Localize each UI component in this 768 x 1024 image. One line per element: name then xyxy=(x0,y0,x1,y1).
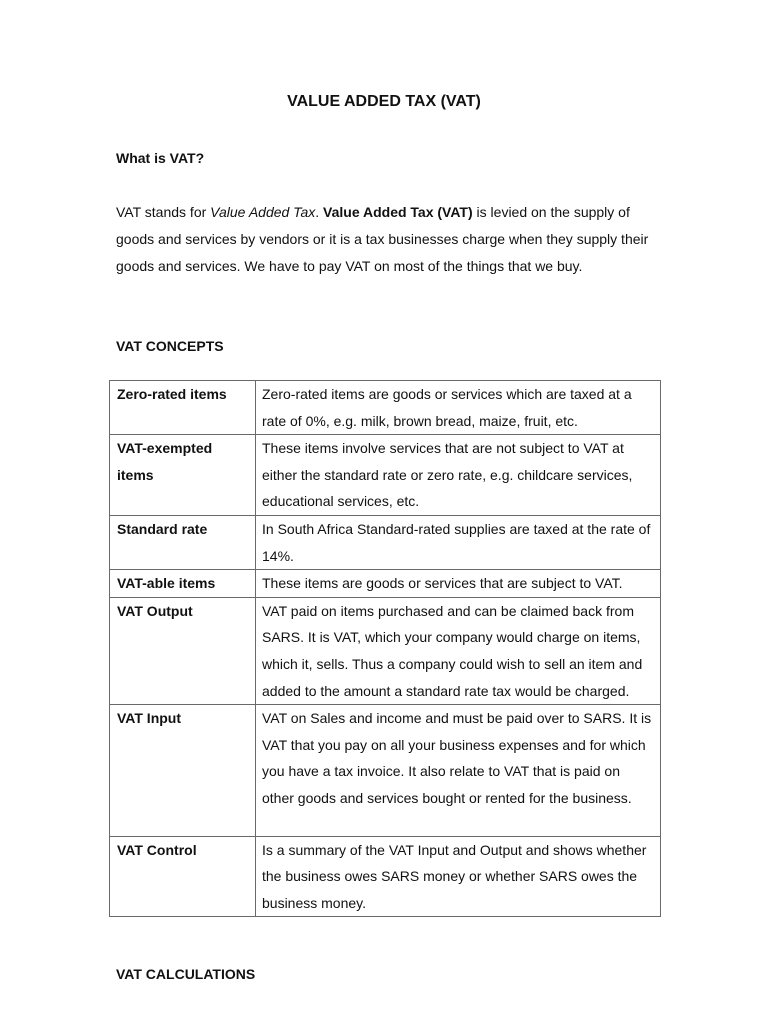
table-row xyxy=(110,705,661,836)
table-row xyxy=(110,435,661,516)
vat-calculations-heading: VAT CALCULATIONS xyxy=(116,966,256,982)
term-cell: VAT-exempted items xyxy=(110,435,256,516)
intro-text-mid: . xyxy=(315,204,324,220)
term-cell: VAT Control xyxy=(110,836,256,917)
definition-cell: These items are goods or services that are subject to VAT. xyxy=(256,570,661,598)
definition-cell: Zero-rated items are goods or services which are taxed at a rate of 0%, e.g. milk, brown bread, maize, fruit, etc. xyxy=(256,381,661,435)
intro-bold-term: Value Added Tax (VAT) xyxy=(323,204,473,220)
table-row xyxy=(110,836,661,917)
vat-concepts-heading: VAT CONCEPTS xyxy=(116,338,224,354)
definition-cell: VAT on Sales and income and must be paid over to SARS. It is VAT that you pay on all your business expenses and for which you have a tax invoice. It also relate to VAT that is paid on other goods and services bought or rented for the business. xyxy=(256,705,661,836)
table-row xyxy=(110,381,661,435)
term-cell: Standard rate xyxy=(110,515,256,569)
term-cell: VAT-able items xyxy=(110,570,256,598)
table-row xyxy=(110,570,661,598)
what-is-vat-heading: What is VAT? xyxy=(116,150,205,166)
table-row xyxy=(110,597,661,704)
intro-italic-term: Value Added Tax xyxy=(210,204,316,220)
what-is-vat-paragraph xyxy=(116,199,656,280)
intro-text-end: is levied on the supply of goods and services by vendors or it is a tax businesses charge when they supply their goods and services. We have to pay VAT on most of the things that we buy. xyxy=(116,204,649,274)
table-row xyxy=(110,515,661,569)
intro-text-start: VAT stands for xyxy=(116,204,211,220)
term-cell: VAT Output xyxy=(110,597,256,704)
definition-cell: These items involve services that are not subject to VAT at either the standard rate or zero rate, e.g. childcare services, educational services, etc. xyxy=(256,435,661,516)
vat-concepts-table xyxy=(109,380,661,917)
document-title: VALUE ADDED TAX (VAT) xyxy=(287,93,481,110)
definition-cell: Is a summary of the VAT Input and Output and shows whether the business owes SARS money or whether SARS owes the business money. xyxy=(256,836,661,917)
term-cell: Zero-rated items xyxy=(110,381,256,435)
definition-cell: In South Africa Standard-rated supplies are taxed at the rate of 14%. xyxy=(256,515,661,569)
definition-cell: VAT paid on items purchased and can be claimed back from SARS. It is VAT, which your company would charge on items, which it, sells. Thus a company could wish to sell an item and added to the amount a standard rate tax would be charged. xyxy=(256,597,661,704)
term-cell: VAT Input xyxy=(110,705,256,836)
